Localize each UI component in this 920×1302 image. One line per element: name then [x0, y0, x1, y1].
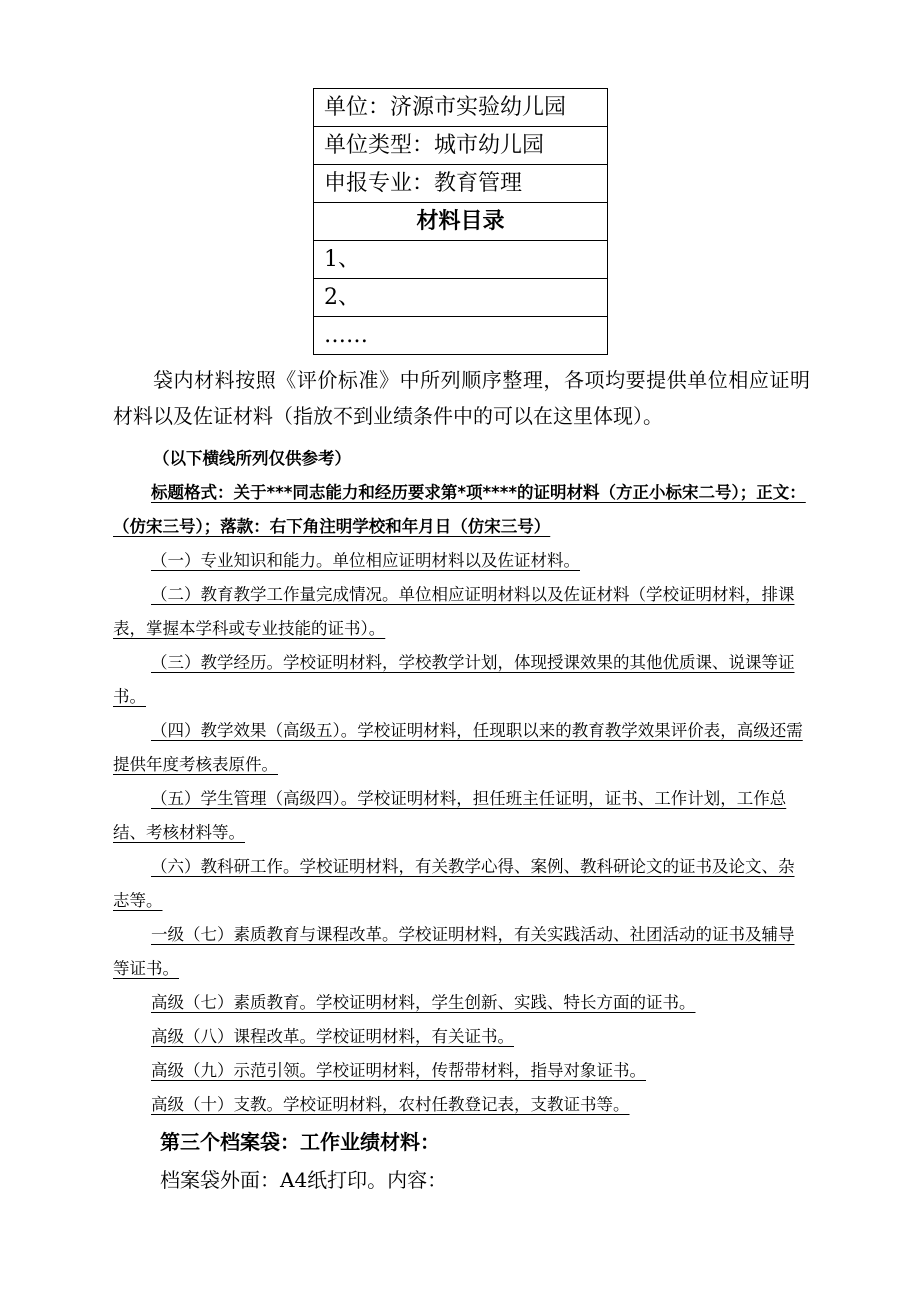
section3-title: 第三个档案袋：工作业绩材料： — [160, 1130, 440, 1154]
item-2: （二）教育教学工作量完成情况。单位相应证明材料以及佐证材料（学校证明材料，排课表，掌握本学科或专业技能的证书）。 — [113, 585, 795, 638]
item-6: （六）教科研工作。学校证明材料，有关教学心得、案例、教科研论文的证书及论文、杂志等。 — [113, 857, 795, 910]
catalog-table — [313, 88, 608, 355]
item-7: 一级（七）素质教育与课程改革。学校证明材料，有关实践活动、社团活动的证书及辅导等证书。 — [113, 925, 795, 978]
catalog-item-2: 2、 — [314, 279, 607, 317]
item-8: 高级（七）素质教育。学校证明材料，学生创新、实践、特长方面的证书。 — [151, 993, 696, 1012]
major-row: 申报专业：教育管理 — [314, 165, 607, 203]
item-10: 高级（九）示范引领。学校证明材料，传帮带材料，指导对象证书。 — [151, 1061, 646, 1080]
item-4: （四）教学效果（高级五）。学校证明材料，任现职以来的教育教学效果评价表，高级还需提供年度考核表原件。 — [113, 721, 803, 774]
unit-type-row: 单位类型：城市幼儿园 — [314, 127, 607, 165]
reference-note: （以下横线所列仅供参考） — [153, 449, 351, 468]
format-line: 标题格式：关于***同志能力和经历要求第*项****的证明材料（方正小标宋二号）；正文：（仿宋三号）；落款：右下角注明学校和年月日（仿宋三号） — [113, 483, 806, 536]
unit-row: 单位：济源市实验幼儿园 — [314, 89, 607, 127]
catalog-title: 材料目录 — [314, 203, 607, 241]
reference-notes — [113, 442, 810, 1122]
section3-line: 档案袋外面：A4纸打印。内容： — [160, 1168, 448, 1192]
catalog-item-1: 1、 — [314, 241, 607, 279]
item-1: （一）专业知识和能力。单位相应证明材料以及佐证材料。 — [151, 551, 580, 570]
catalog-ellipsis: …… — [324, 323, 368, 348]
item-3: （三）教学经历。学校证明材料，学校教学计划，体现授课效果的其他优质课、说课等证书。 — [113, 653, 795, 706]
item-5: （五）学生管理（高级四）。学校证明材料，担任班主任证明，证书、工作计划，工作总结、考核材料等。 — [113, 789, 787, 842]
item-11: 高级（十）支教。学校证明材料，农村任教登记表，支教证书等。 — [151, 1095, 630, 1114]
item-9: 高级（八）课程改革。学校证明材料，有关证书。 — [151, 1027, 514, 1046]
intro-paragraph: 袋内材料按照《评价标准》中所列顺序整理，各项均要提供单位相应证明材料以及佐证材料（指放不到业绩条件中的可以在这里体现）。 — [113, 368, 810, 428]
